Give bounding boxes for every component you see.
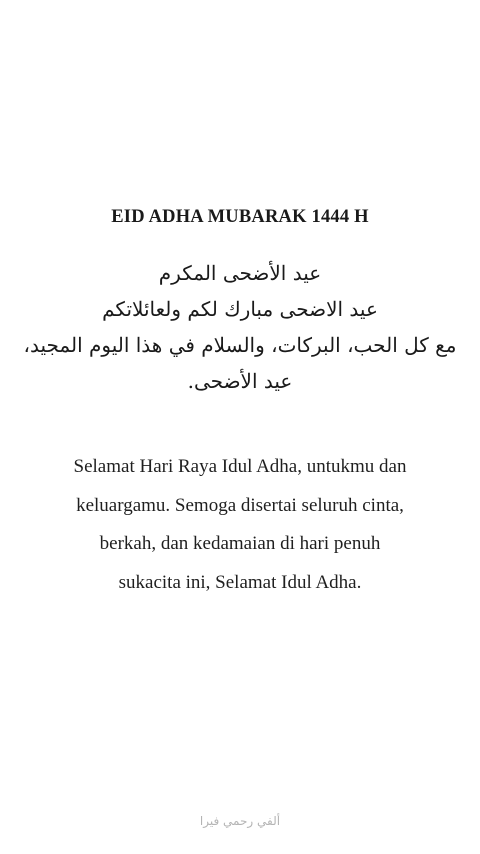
indonesian-greeting <box>20 448 460 602</box>
arabic-greeting <box>20 255 460 399</box>
body-line: sukacita ini, Selamat Idul Adha. <box>118 571 362 593</box>
body-line: Selamat Hari Raya Idul Adha, untukmu dan <box>73 456 407 477</box>
signature: ألفي رحمي فيرا <box>199 814 281 828</box>
body-line: berkah, dan kedamaian di hari penuh <box>99 533 381 554</box>
page-title: EID ADHA MUBARAK 1444 H <box>111 207 369 227</box>
arabic-line: مع كل الحب، البركات، والسلام في هذا اليوم المجيد، <box>23 333 457 357</box>
arabic-line: عيد الاضحى مبارك لكم ولعائلاتكم <box>102 297 378 321</box>
body-line: keluargamu. Semoga disertai seluruh cinta, <box>76 494 404 516</box>
arabic-line: عيد الأضحى. <box>187 369 293 393</box>
arabic-line: عيد الأضحى المكرم <box>158 261 322 285</box>
